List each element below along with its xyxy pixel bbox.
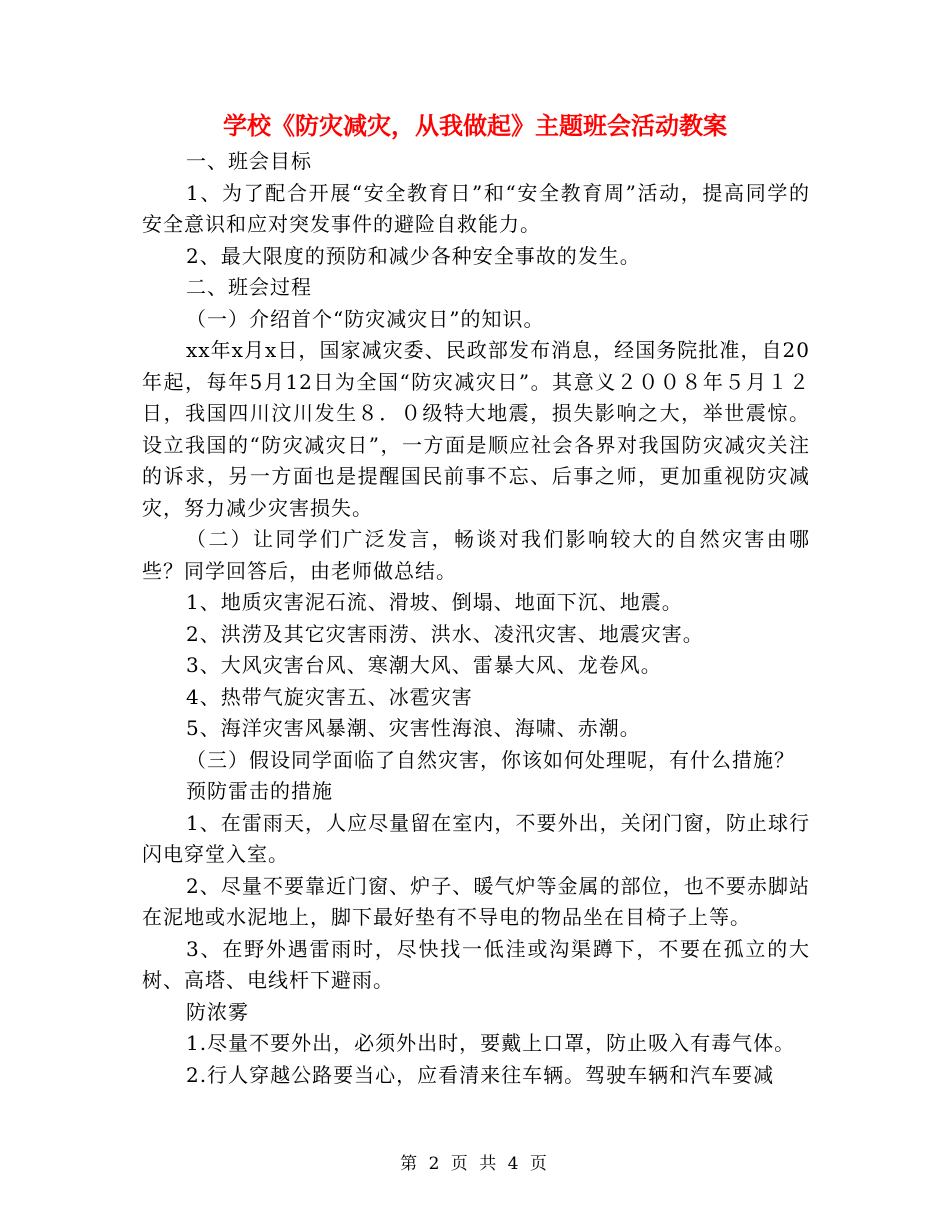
list-item: 1.尽量不要外出，必须外出时，要戴上口罩，防止吸入有毒气体。	[186, 1031, 796, 1055]
paragraph: xx年x月x日，国家减灾委、民政部发布消息，经国务院批准，自20年起，每年5月12日为全国“防灾减灾日”。其意义２００８年５月１２日，我国四川汶川发生８．０级特大地震，损失影响之大，举世震惊。设立我国的“防灾减灾日”，一方面是顺应社会各界对我国防灾减灾关注的诉求，另一方面也是提醒国民前事不忘、后事之师，更加重视防灾减灾，努力减少灾害损失。	[142, 338, 810, 520]
list-item: 3、在野外遇雷雨时，尽快找一低洼或沟渠蹲下，不要在孤立的大树、高塔、电线杆下避雨。	[142, 936, 810, 992]
paragraph: 2、最大限度的预防和减少各种安全事故的发生。	[186, 243, 641, 268]
subsection-heading: （二）让同学们广泛发言，畅谈对我们影响较大的自然灾害由哪些？同学回答后，由老师做总结。	[142, 527, 810, 583]
list-item: 4、热带气旋灾害五、冰雹灾害	[186, 684, 473, 709]
list-item: 5、海洋灾害风暴潮、灾害性海浪、海啸、赤潮。	[186, 716, 641, 740]
list-item: 1、在雷雨天，人应尽量留在室内，不要外出，关闭门窗，防止球行闪电穿堂入室。	[142, 810, 810, 866]
list-item: 2、尽量不要靠近门窗、炉子、暖气炉等金属的部位，也不要赤脚站在泥地或水泥地上，脚下最好垫有不导电的物品坐在目椅子上等。	[142, 873, 810, 929]
topic-heading: 防浓雾	[186, 999, 249, 1024]
document-body	[142, 146, 810, 1091]
page-footer: 第 2 页 共 4 页	[400, 1154, 550, 1174]
subsection-heading: （一）介绍首个“防灾减灾日”的知识。	[186, 306, 545, 331]
list-item: 1、地质灾害泥石流、滑坡、倒塌、地面下沉、地震。	[186, 590, 683, 614]
section-heading: 一、班会目标	[186, 149, 312, 173]
topic-heading: 预防雷击的措施	[186, 779, 333, 803]
list-item: 2.行人穿越公路要当心，应看清来往车辆。驾驶车辆和汽车要减	[186, 1062, 775, 1087]
paragraph: 1、为了配合开展“安全教育日”和“安全教育周”活动，提高同学的安全意识和应对突发事件的避险自救能力。	[142, 180, 810, 236]
subsection-heading: （三）假设同学面临了自然灾害，你该如何处理呢，有什么措施？	[186, 747, 795, 772]
list-item: 3、大风灾害台风、寒潮大风、雷暴大风、龙卷风。	[186, 653, 662, 677]
document-title: 学校《防灾减灾，从我做起》主题班会活动教案	[223, 111, 727, 140]
section-heading: 二、班会过程	[186, 275, 312, 299]
list-item: 2、洪涝及其它灾害雨涝、洪水、凌汛灾害、地震灾害。	[186, 621, 704, 646]
